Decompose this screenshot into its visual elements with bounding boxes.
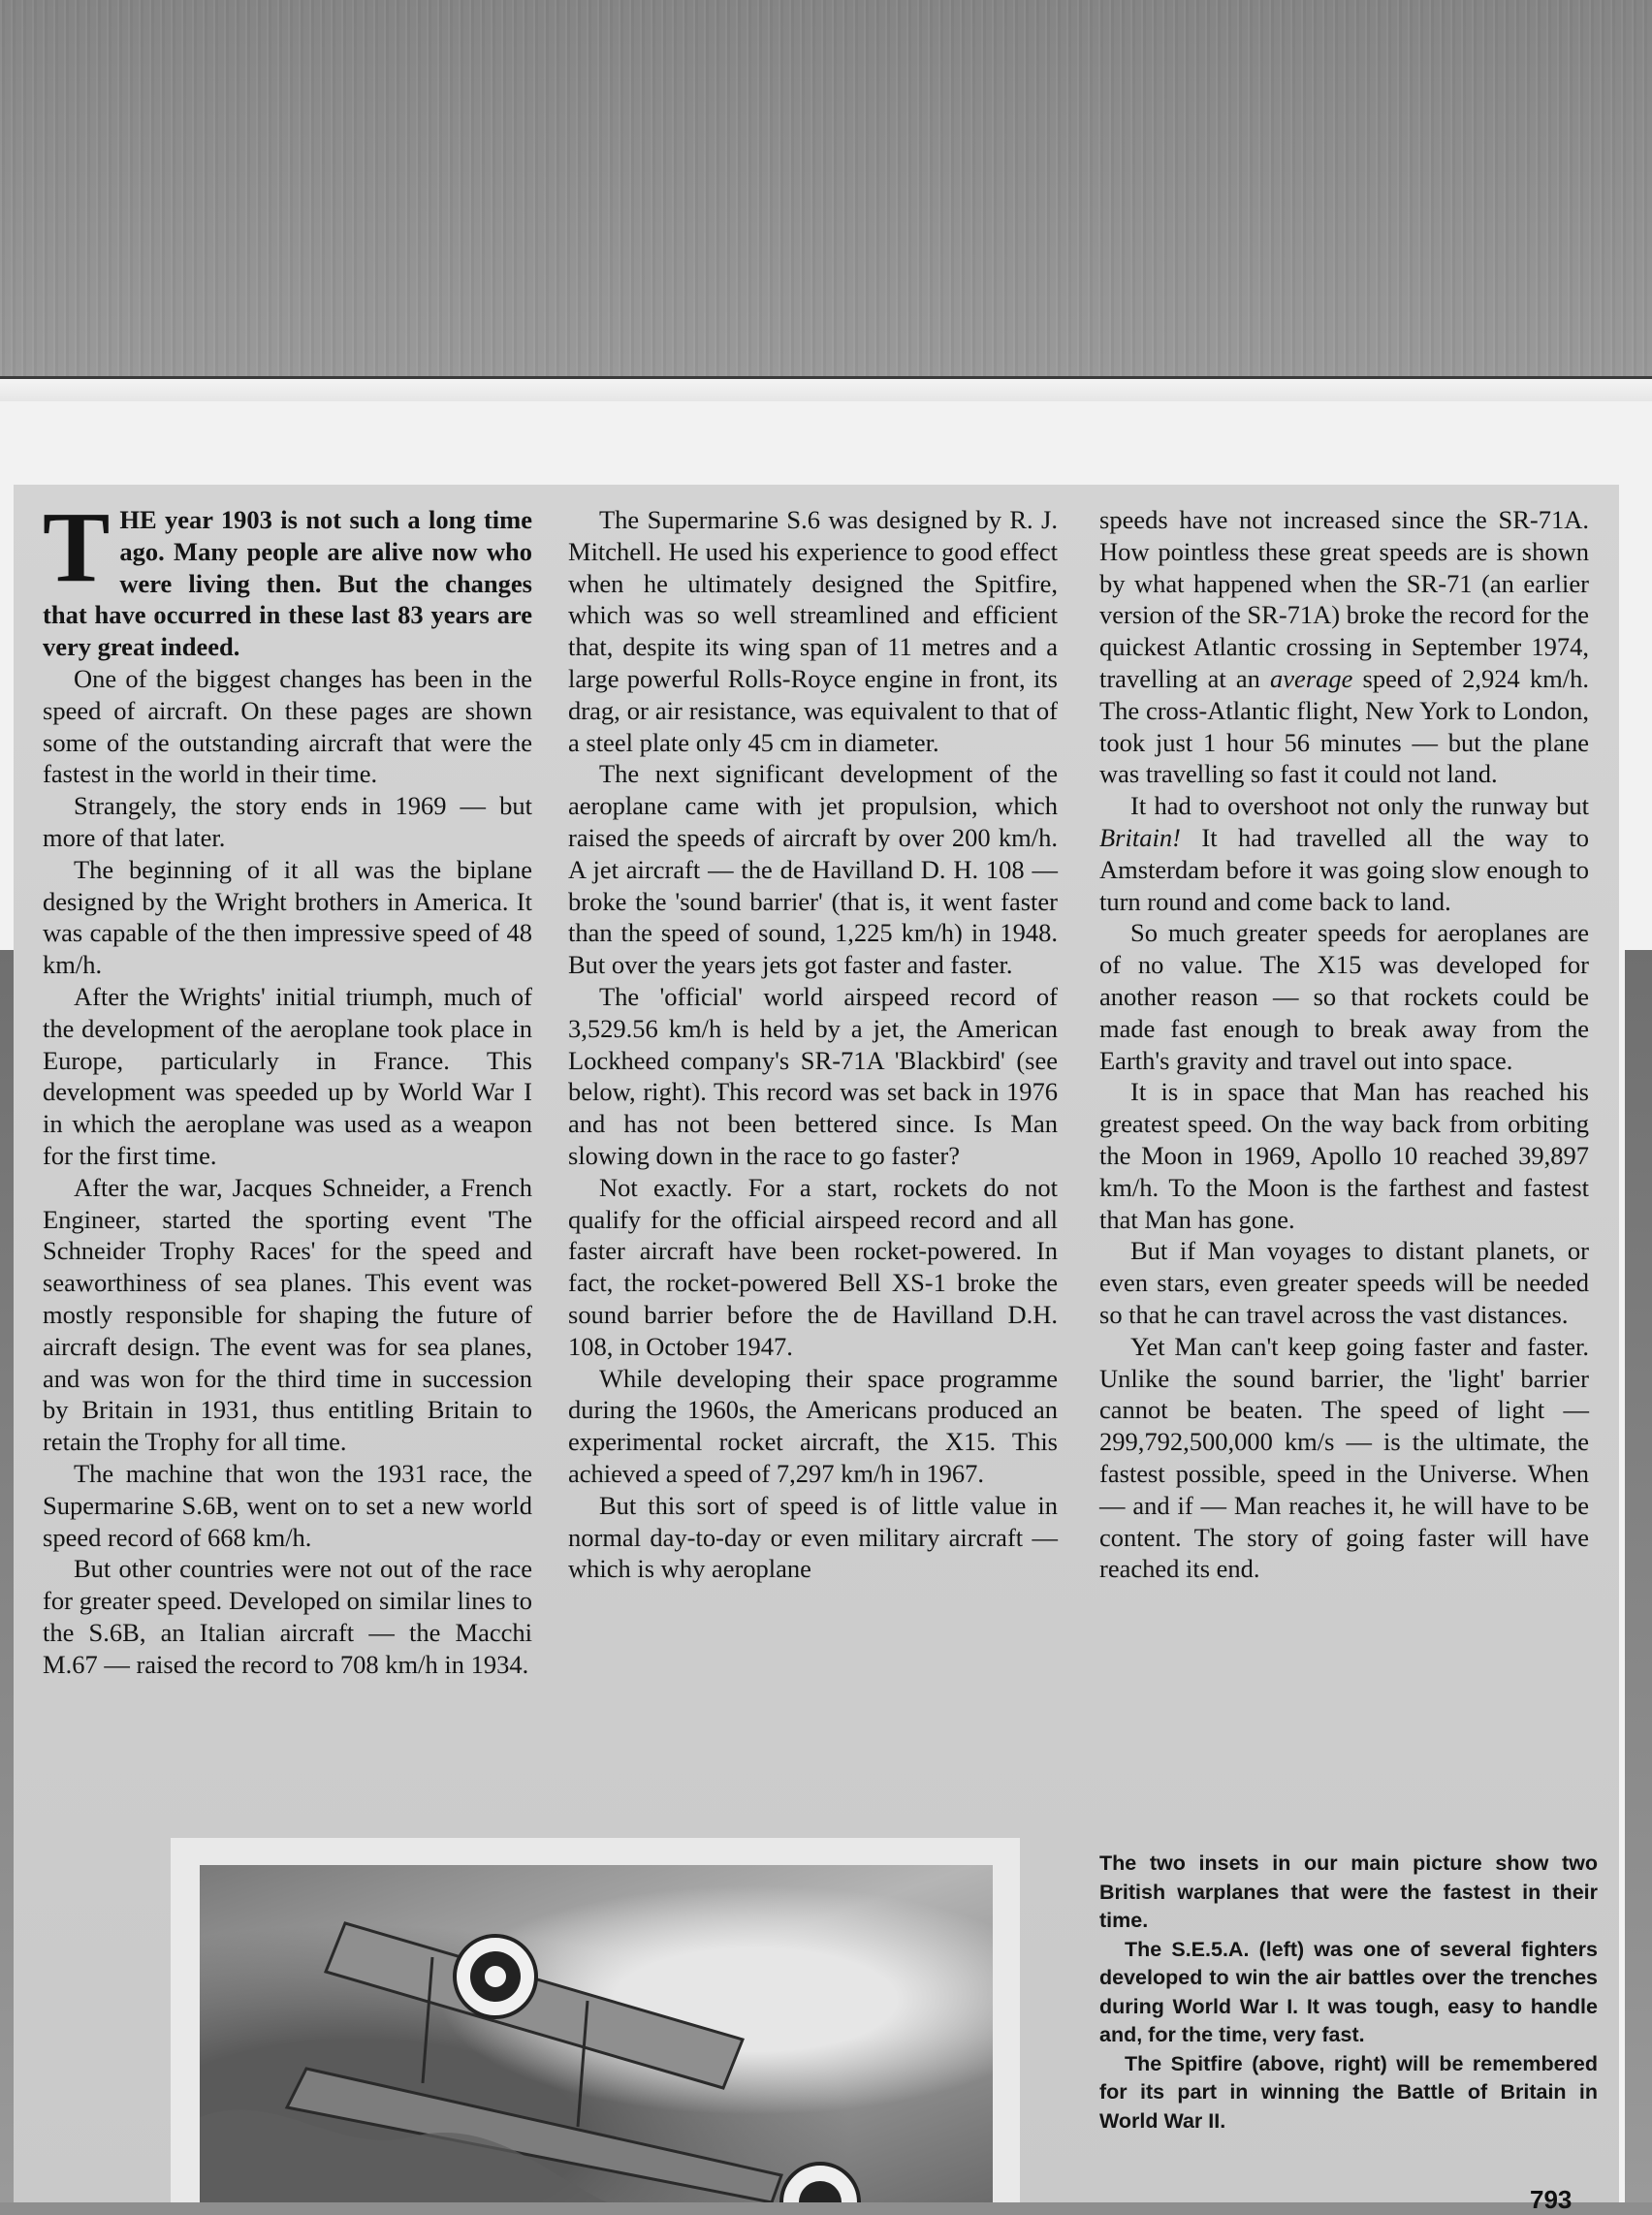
drop-cap: T bbox=[43, 491, 111, 603]
page-number: 793 bbox=[1530, 2185, 1573, 2214]
paragraph: One of the biggest changes has been in the speed of aircraft. On these pages are shown some of the outstanding aircraft that were the fastest in the world in their time. bbox=[43, 663, 532, 789]
article-column-3 bbox=[1099, 504, 1589, 1585]
paragraph: The Supermarine S.6 was designed by R. J. Mitchell. He used his experience to good effect when he ultimately designed the Spitfire, which was so well streamlined and efficient that, despite its wing span of 11 metres and a large powerful Rolls-Royce engine in front, its drag, or air resistance, was equivalent to that of a steel plate only 45 cm in diameter. bbox=[568, 505, 1058, 757]
paragraph: After the war, Jacques Schneider, a French Engineer, started the sporting event 'The Schneider Trophy Races' for the speed and seaworthiness of sea planes. This event was mostly responsible for shaping the future of aircraft design. The event was for sea planes, and was won for the third time in succession by Britain in 1931, thus entitling Britain to retain the Trophy for all time. bbox=[43, 1172, 532, 1457]
biplane-photo bbox=[200, 1865, 993, 2202]
biplane-illustration bbox=[200, 1865, 993, 2202]
paragraph: The beginning of it all was the biplane designed by the Wright brothers in America. It was capable of the then impressive speed of 48 km/h. bbox=[43, 854, 532, 980]
photo-caption bbox=[1099, 1850, 1598, 2136]
caption-paragraph: The Spitfire (above, right) will be remembered for its part in winning the Battle of Britain in World War II. bbox=[1099, 2051, 1598, 2133]
caption-paragraph: The two insets in our main picture show two British warplanes that were the fastest in their time. bbox=[1099, 1851, 1598, 1932]
paragraph: But if Man voyages to distant planets, or even stars, even greater speeds will be needed so that he can travel across the vast distances. bbox=[1099, 1236, 1589, 1329]
lead-text: HE year 1903 is not such a long time ago. Many people are alive now who were living then. But the changes that have occurred in these last 83 years are very great indeed. bbox=[43, 505, 532, 662]
paragraph: Not exactly. For a start, rockets do not qualify for the official airspeed record and all faster aircraft have been rocket-powered. In fact, the rocket-powered Bell XS-1 broke the sound barrier before the de Havilland D.H. 108, in October 1947. bbox=[568, 1172, 1058, 1361]
emphasis: Britain! bbox=[1099, 822, 1181, 852]
paragraph: Strangely, the story ends in 1969 — but more of that later. bbox=[43, 791, 532, 852]
left-photo-bleed bbox=[0, 950, 14, 2202]
paragraph: The 'official' world airspeed record of 3,529.56 km/h is held by a jet, the American Lockheed company's SR-71A 'Blackbird' (see below, right). This record was set back in 1976 and has not been bettered since. Is Man slowing down in the race to go faster? bbox=[568, 981, 1058, 1170]
paragraph: So much greater speeds for aeroplanes are of no value. The X15 was developed for another reason — so that rockets could be made fast enough to break away from the Earth's gravity and travel out into space. bbox=[1099, 918, 1589, 1075]
caption-paragraph: The S.E.5.A. (left) was one of several fighters developed to win the air battles over the trenches during World War I. It was tough, easy to handle and, for the time, very fast. bbox=[1099, 1937, 1598, 2046]
paragraph: But other countries were not out of the race for greater speed. Developed on similar lines to the S.6B, an Italian aircraft — the Macchi M.67 — raised the record to 708 km/h in 1934. bbox=[43, 1554, 532, 1679]
paragraph: The machine that won the 1931 race, the Supermarine S.6B, went on to set a new world speed record of 668 km/h. bbox=[43, 1458, 532, 1552]
paragraph: The next significant development of the aeroplane came with jet propulsion, which raised the speeds of aircraft by over 200 km/h. A jet aircraft — the de Havilland D. H. 108 — broke the 'sound barrier' (that is, it went faster than the speed of sound, 1,225 km/h) in 1948. But over the years jets got faster and faster. bbox=[568, 759, 1058, 980]
paragraph: But this sort of speed is of little value in normal day-to-day or even military aircraft — which is why aeroplane bbox=[568, 1490, 1058, 1584]
article-column-1 bbox=[43, 491, 532, 1680]
lead-paragraph bbox=[43, 491, 532, 663]
article-column-2 bbox=[568, 504, 1058, 1585]
background-surface bbox=[0, 0, 1652, 378]
right-photo-bleed bbox=[1625, 950, 1652, 2202]
paragraph: It had to overshoot not only the runway but Britain! It had travelled all the way to Amsterdam before it was going slow enough to turn round and come back to land. bbox=[1099, 791, 1589, 916]
page-top-edge bbox=[0, 376, 1652, 404]
paragraph: After the Wrights' initial triumph, much of the development of the aeroplane took place in Europe, particularly in France. This development was speeded up by World War I in which the aeroplane was used as a weapon for the first time. bbox=[43, 981, 532, 1170]
paragraph: speeds have not increased since the SR-71A. How pointless these great speeds are is shown by what happened when the SR-71 (an earlier version of the SR-71A) broke the record for the quickest Atlantic crossing in September 1974, travelling at an average speed of 2,924 km/h. The cross-Atlantic flight, New York to London, took just 1 hour 56 minutes — but the plane was travelling so fast it could not land. bbox=[1099, 505, 1590, 789]
paragraph: It is in space that Man has reached his greatest speed. On the way back from orbiting the Moon in 1969, Apollo 10 reached 39,897 km/h. To the Moon is the farthest and fastest that Man has gone. bbox=[1099, 1077, 1589, 1234]
paragraph: Yet Man can't keep going faster and faster. Unlike the sound barrier, the 'light' barrier cannot be beaten. The speed of light — 299,792,500,000 km/s — is the ultimate, the fastest possible, speed in the Universe. When — and if — Man reaches it, he will have to be content. The story of going faster will have reached its end. bbox=[1099, 1331, 1589, 1584]
paragraph: While developing their space programme during the 1960s, the Americans produced an experimental rocket aircraft, the X15. This achieved a speed of 7,297 km/h in 1967. bbox=[568, 1363, 1058, 1488]
emphasis: average bbox=[1270, 663, 1353, 693]
